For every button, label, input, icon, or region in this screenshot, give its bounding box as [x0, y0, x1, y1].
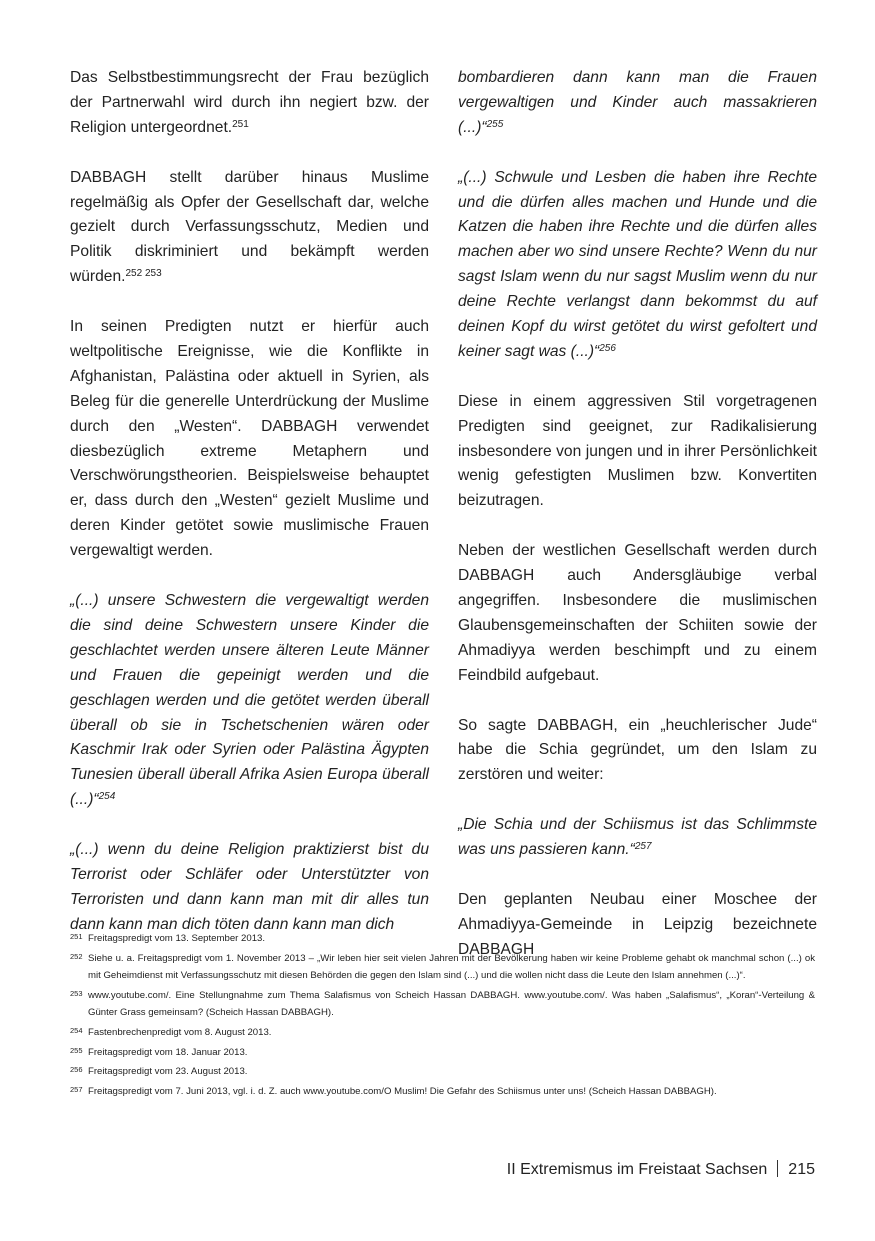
paragraph: Den geplanten Neubau einer Moschee der Ahmadiyya-Gemeinde in Leipzig bezeichnete DABBAGH: [458, 890, 817, 958]
quote: bombardieren dann kann man die Frauen vergewaltigen und Kinder auch massakrieren (...)“$^{255}$: [458, 69, 817, 136]
footnote: 254 Fastenbrechenpredigt vom 8. August 2013.: [70, 1024, 815, 1042]
footnote-number: 255: [70, 1045, 83, 1055]
footnote-number: 257: [70, 1084, 83, 1094]
footnote-number: 252: [70, 951, 83, 961]
footnote-ref[interactable]: 251: [232, 118, 249, 130]
footnote-ref[interactable]: 256: [599, 342, 616, 354]
paragraph: Diese in einem aggressiven Stil vorgetragenen Predigten sind geeignet, zur Radikalisierung insbesondere von jungen und in ihrer Persönlichkeit wenig gefestigten Muslimen bzw. Konvertiten beizutragen.: [458, 392, 817, 510]
footnote-ref[interactable]: 254: [98, 791, 116, 803]
footnote-number: 253: [70, 988, 83, 998]
footer-divider: [777, 1160, 778, 1177]
left-column: [70, 66, 429, 963]
page-footer: [507, 1160, 815, 1179]
footnote-ref[interactable]: 257: [634, 841, 652, 853]
footnote: 252 Siehe u. a. Freitagspredigt vom 1. November 2013 – „Wir leben hier seit vielen Jahren mit der Bevölkerung haben wir keine Probleme gehabt ok manchmal schon (...) ok mit Geheimdienst mit Verfassungsschutz mit diesen Behörden die gegen den Islam sind (...) und die wollen nicht dass die Leute den Islam annehmen (...)“.: [70, 950, 815, 985]
footnote-number: 251: [70, 932, 83, 941]
footnote-number: 254: [70, 1025, 83, 1035]
footnote: 257 Freitagspredigt vom 7. Juni 2013, vgl. i. d. Z. auch www.youtube.com/O Muslim! Die Gefahr des Schiismus unter uns! (Scheich Hassan DABBAGH).: [70, 1083, 815, 1101]
section-title: II Extremismus im Freistaat Sachsen: [506, 1161, 768, 1178]
paragraph: In seinen Predigten nutzt er hierfür auch weltpolitische Ereignisse, wie die Konflikte in Afghanistan, Palästina oder aktuell in Syrien, als Beleg für die generelle Unterdrückung der Muslime durch den „Westen“. DABBAGH verwendet diesbezüglich extreme Metaphern und Verschwörungstheorien. Beispielsweise behauptet er, dass durch den „Westen“ gezielt Muslime und deren Kinder getötet sowie muslimische Frauen vergewaltigt werden.: [70, 318, 429, 560]
footnote: 256 Freitagspredigt vom 23. August 2013.: [70, 1063, 815, 1081]
right-column: [458, 66, 817, 987]
paragraph: So sagte DABBAGH, ein „heuchlerischer Jude“ habe die Schia gegründet, um den Islam zu zerstören und weiter:: [458, 716, 817, 784]
footnote-ref[interactable]: 252 253: [125, 268, 162, 280]
footnote-number: 256: [70, 1065, 83, 1075]
footnotes: [70, 930, 815, 1102]
quote: „(...) Schwule und Lesben die haben ihre Rechte und die dürfen alles machen und Hunde und die Katzen die haben ihre Rechte und die dürfen alles machen aber wo sind unsere Rechte? Wenn du nur sagst Islam wenn du nur sagst Muslim wenn du nur deine Rechte verlangst dann bekommst du auf deinen Kopf du wirst getötet du wirst gefoltert und keiner sagt was (...)“$^{256}$: [458, 168, 817, 360]
footnote: 255 Freitagspredigt vom 18. Januar 2013.: [70, 1044, 815, 1062]
footnote: 251 Freitagspredigt vom 13. September 2013.: [70, 930, 815, 948]
footnote: 253 www.youtube.com/. Eine Stellungnahme zum Thema Salafismus von Scheich Hassan DABBAGH. www.youtube.com/. Was haben „Salafismus“, „Koran“-Verteilung & Günter Grass gemeinsam? (Scheich Hassan DABBAGH).: [70, 987, 815, 1022]
paragraph: DABBAGH stellt darüber hinaus Muslime regelmäßig als Opfer der Gesellschaft dar, welche gezielt durch Verfassungsschutz, Medien und Politik diskriminiert und bekämpft werden würden.$^{252 253}$: [70, 168, 429, 286]
quote: „(...) wenn du deine Religion praktizierst bist du Terrorist oder Schläfer oder Unterstützter von Terroristen und dann kann man mit dir alles tun dann kann man dich töten dann kann man dich: [70, 841, 429, 933]
paragraph: Das Selbstbestimmungsrecht der Frau bezüglich der Partnerwahl wird durch ihn negiert bzw. der Religion untergeordnet.$^{251}$: [70, 69, 429, 136]
quote: „(...) unsere Schwestern die vergewaltigt werden die sind deine Schwestern unsere Kinder die geschlachtet werden unsere älteren Leute Männer und Frauen die gepeinigt werden und die geschlagen werden und die getötet werden überall überall ob sie in Tschetschenien wären oder Kaschmir Irak oder Syrien oder Palästina Ägypten Tunesien überall überall Afrika Asien Europa überall (...)“$^{254}$: [70, 591, 429, 809]
page-number: 215: [788, 1161, 815, 1178]
quote: „Die Schia und der Schiismus ist das Schlimmste was uns passieren kann.“$^{257}$: [458, 816, 817, 859]
paragraph: Neben der westlichen Gesellschaft werden durch DABBAGH auch Andersgläubige verbal angegriffen. Insbesondere die muslimischen Glaubensgemeinschaften der Schiiten sowie der Ahmadiyya werden beschimpft und zu einem Feindbild aufgebaut.: [458, 542, 817, 684]
footnote-ref[interactable]: 255: [486, 118, 504, 130]
